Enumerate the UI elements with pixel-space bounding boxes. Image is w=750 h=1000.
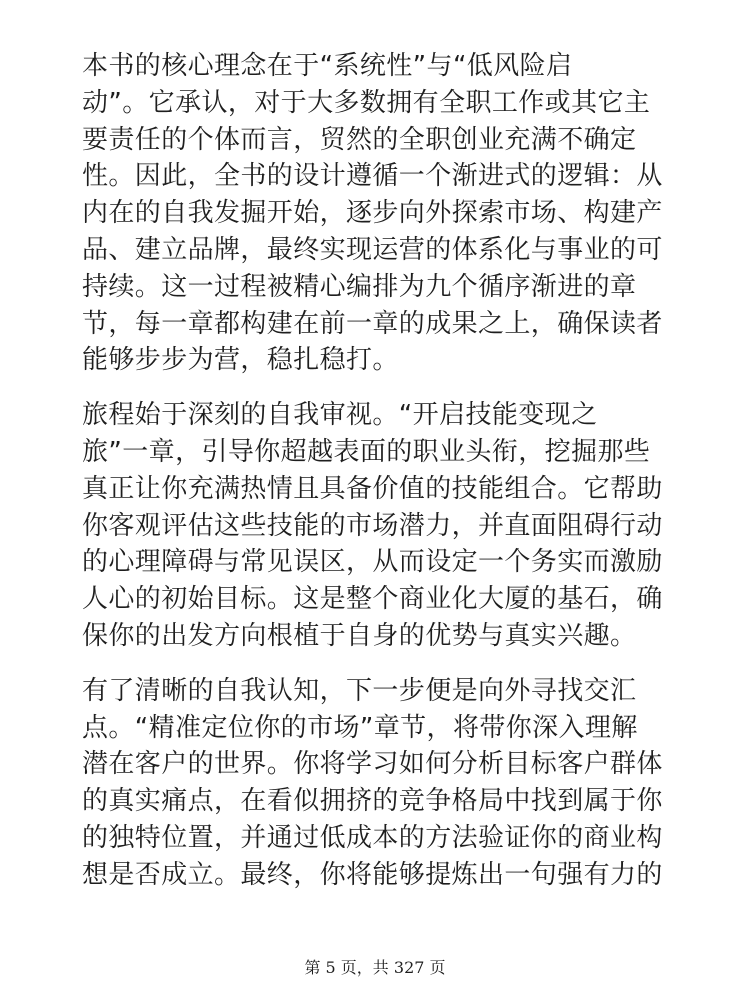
- text-line: 性。因此，全书的设计遵循一个渐进式的逻辑：从: [82, 161, 663, 192]
- text-line: 旅程始于深刻的自我审视。“开启技能变现之: [82, 400, 598, 431]
- paragraph-2: [82, 397, 682, 655]
- text-line: 保你的出发方向根植于自身的优势与真实兴趣。: [82, 620, 637, 651]
- text-line: 动”。它承认，对于大多数拥有全职工作或其它主: [82, 87, 651, 118]
- text-line: 想是否成立。最终，你将能够提炼出一句强有力的: [82, 859, 663, 890]
- text-line: 内在的自我发掘开始，逐步向外探索市场、构建产: [82, 198, 663, 229]
- page-number-footer: 第 5 页，共 327 页: [304, 958, 446, 977]
- text-line: 潜在客户的世界。你将学习如何分析目标客户群体: [82, 749, 663, 780]
- text-line: 的独特位置，并通过低成本的方法验证你的商业构: [82, 822, 663, 853]
- text-line: 你客观评估这些技能的市场潜力，并直面阻碍行动: [82, 510, 663, 541]
- page-body: [82, 48, 682, 912]
- text-line: 品、建立品牌，最终实现运营的体系化与事业的可: [82, 234, 663, 265]
- text-line: 的真实痛点，在看似拥挤的竞争格局中找到属于你: [82, 786, 663, 817]
- paragraph-3: [82, 673, 682, 894]
- text-line: 节，每一章都构建在前一章的成果之上，确保读者: [82, 308, 663, 339]
- text-line: 有了清晰的自我认知，下一步便是向外寻找交汇: [82, 675, 637, 706]
- text-line: 要责任的个体而言，贸然的全职创业充满不确定: [82, 124, 637, 155]
- text-line: 点。“精准定位你的市场”章节，将带你深入理解: [82, 712, 638, 743]
- text-line: 能够步步为营，稳扎稳打。: [82, 345, 399, 376]
- text-line: 真正让你充满热情且具备价值的技能组合。它帮助: [82, 473, 663, 504]
- text-line: 的心理障碍与常见误区，从而设定一个务实而激励: [82, 547, 663, 578]
- text-line: 旅”一章，引导你超越表面的职业头衔，挖掘那些: [82, 436, 651, 467]
- text-line: 持续。这一过程被精心编排为九个循序渐进的章: [82, 271, 637, 302]
- text-line: 本书的核心理念在于“系统性”与“低风险启: [82, 51, 573, 81]
- paragraph-1: [82, 48, 682, 379]
- text-line: 人心的初始目标。这是整个商业化大厦的基石，确: [82, 584, 663, 615]
